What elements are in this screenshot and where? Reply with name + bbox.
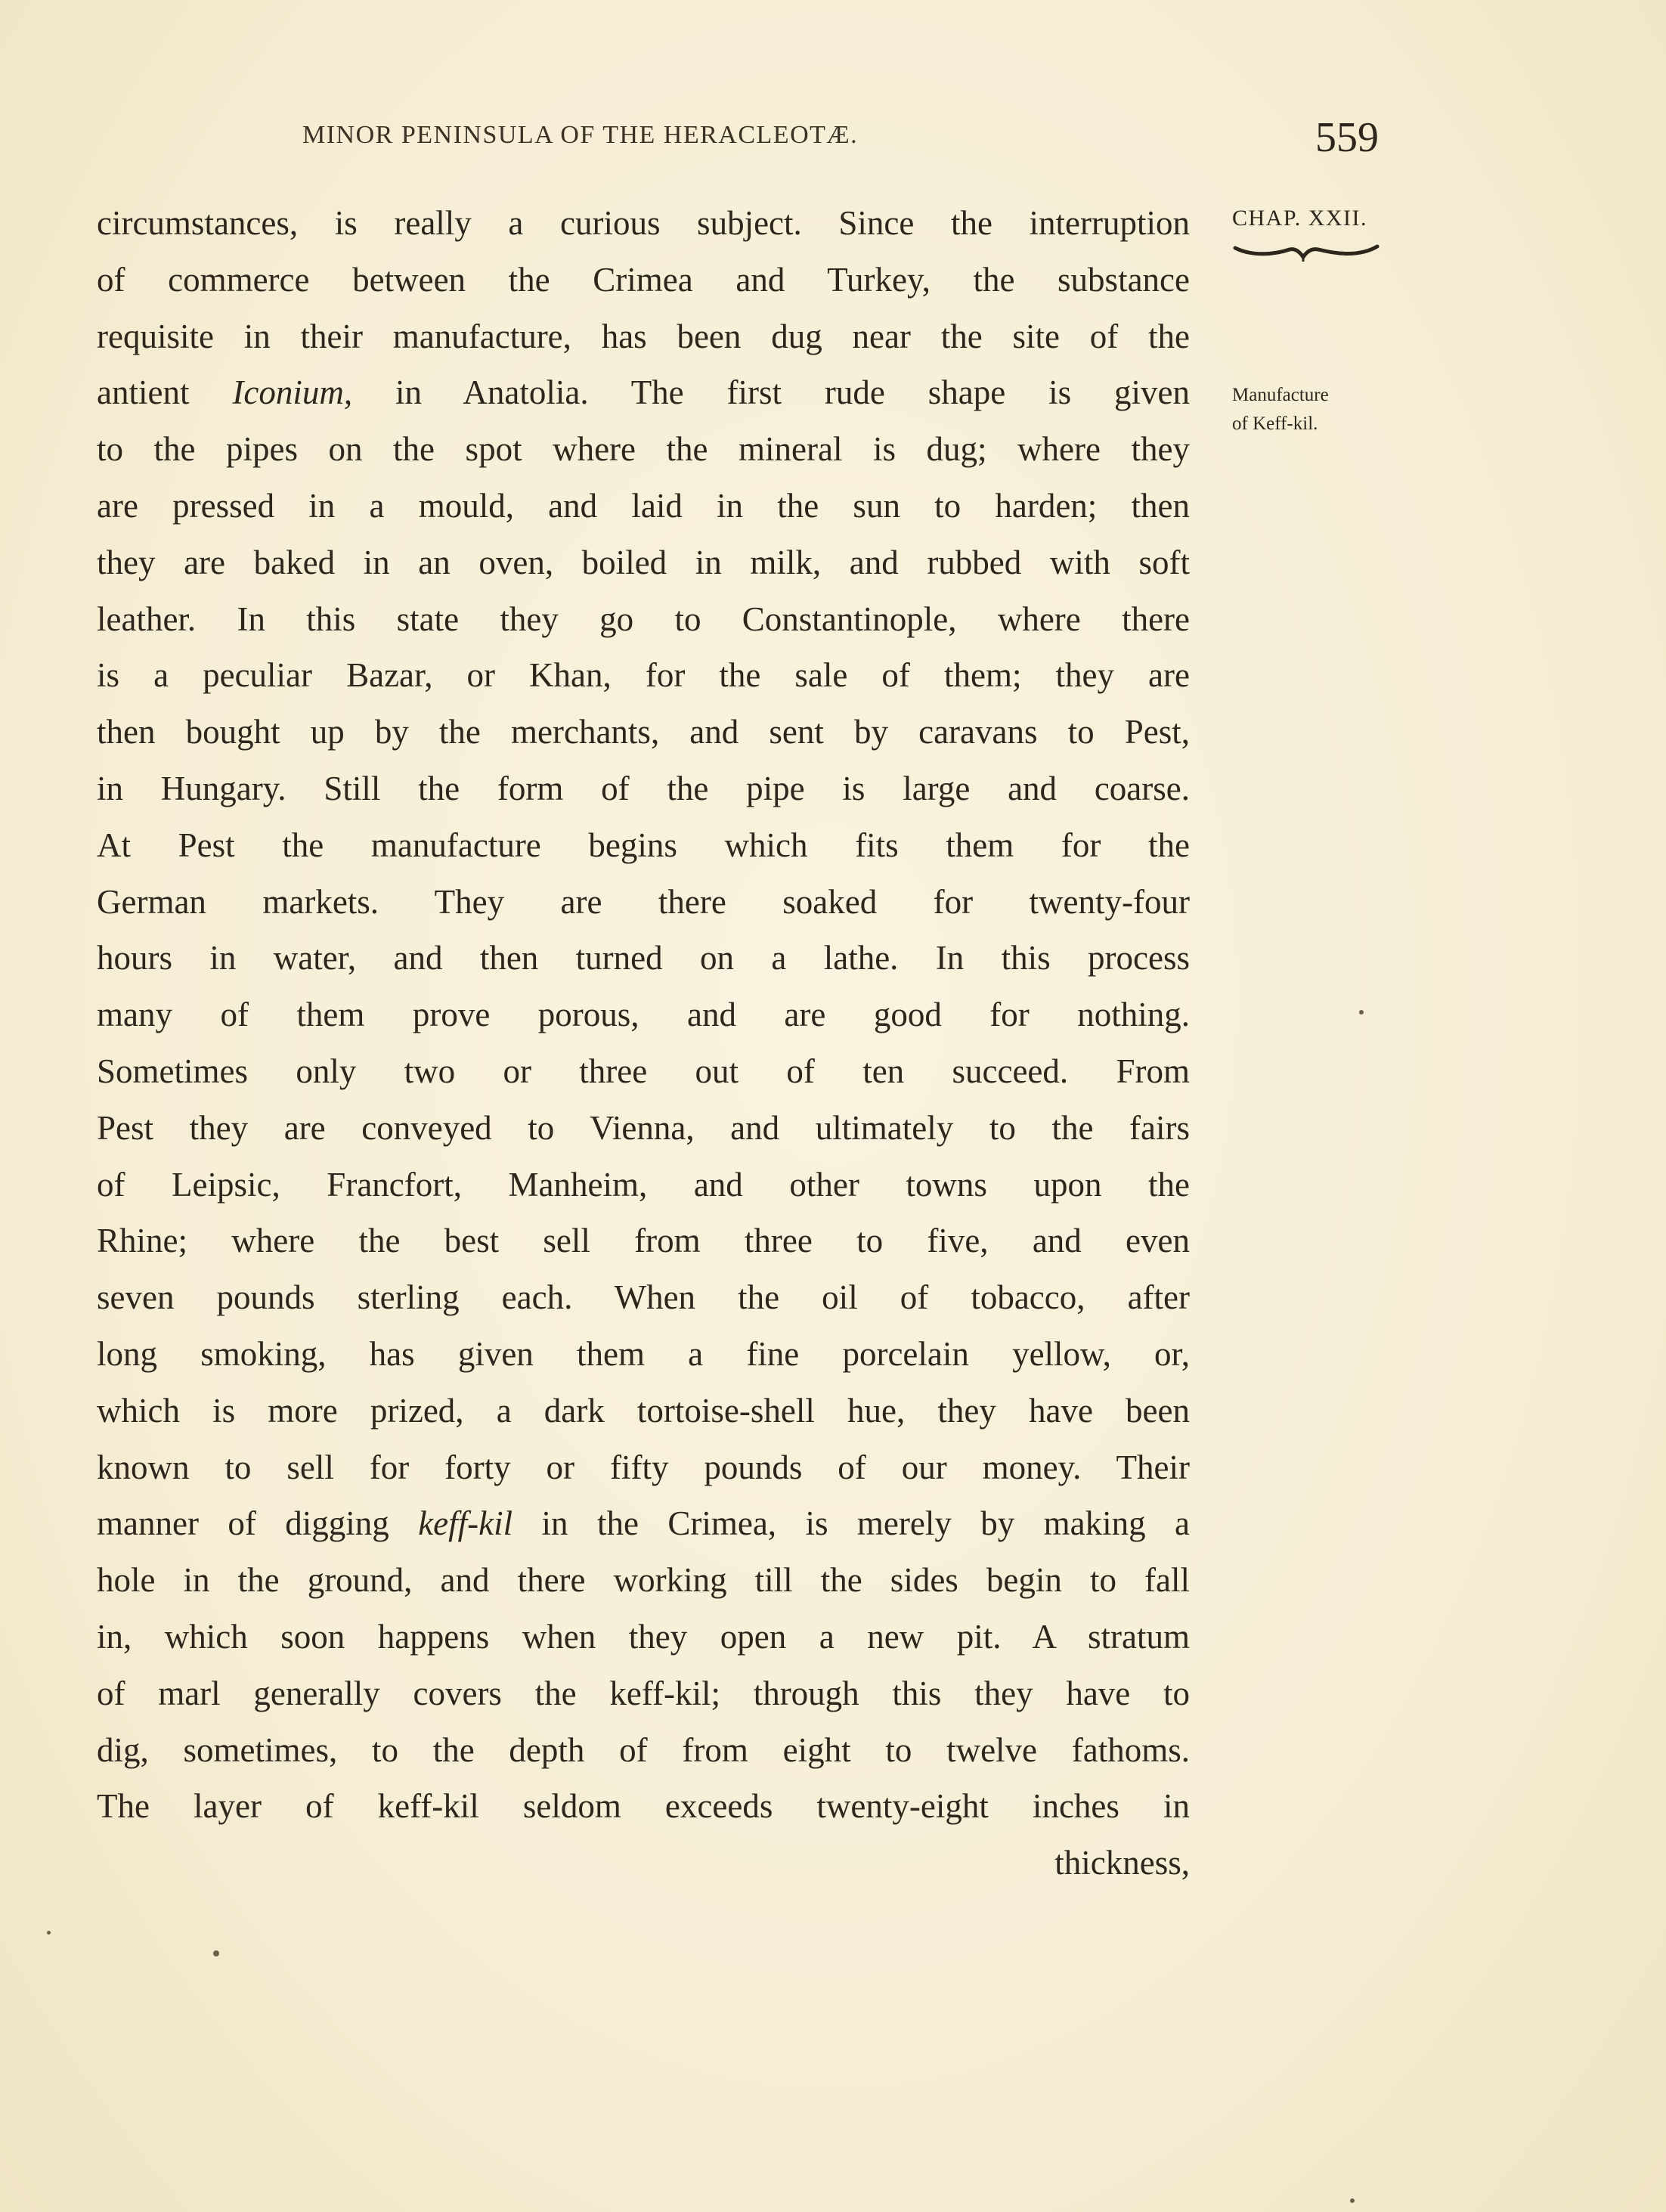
catchword: thickness,: [1054, 1844, 1190, 1882]
text-line: seven pounds sterling each. When the oil of tobacco, after: [97, 1278, 1190, 1317]
text-line: are pressed in a mould, and laid in the sun to harden; then: [97, 486, 1190, 525]
running-title: MINOR PENINSULA OF THE HERACLEOTÆ.: [302, 121, 859, 149]
paper-speck: [47, 1931, 51, 1935]
text-line: then bought up by the merchants, and sent by caravans to Pest,: [97, 713, 1190, 751]
italic-term: Iconium,: [232, 373, 353, 412]
text-line: hole in the ground, and there working till the sides begin to fall: [97, 1561, 1190, 1600]
sidenote: [1232, 381, 1329, 438]
text-line: hours in water, and then turned on a lathe. In this process: [97, 939, 1190, 977]
paper-speck: [1350, 2198, 1355, 2203]
text-line: they are baked in an oven, boiled in milk, and rubbed with soft: [97, 543, 1190, 581]
text-line: [97, 364, 1190, 421]
text-line: of marl generally covers the keff-kil; through this they have to: [97, 1674, 1190, 1712]
text-line: of commerce between the Crimea and Turkey, the substance: [97, 260, 1190, 299]
text-line: At Pest the manufacture begins which fits them for the: [97, 826, 1190, 864]
text-line: requisite in their manufacture, has been dug near the site of the: [97, 317, 1190, 355]
text-line: long smoking, has given them a fine porcelain yellow, or,: [97, 1334, 1190, 1373]
text-line: known to sell for forty or fifty pounds of our money. Their: [97, 1448, 1190, 1486]
text-line: is a peculiar Bazar, or Khan, for the sale of them; they are: [97, 656, 1190, 695]
text-line: [97, 1495, 1190, 1552]
text-line: many of them prove porous, and are good for nothing.: [97, 996, 1190, 1034]
text-line: circumstances, is really a curious subject. Since the interruption: [97, 204, 1190, 242]
text-line: Sometimes only two or three out of ten succeed. From: [97, 1052, 1190, 1090]
text-line: to the pipes on the spot where the mineral is dug; where they: [97, 430, 1190, 469]
text-segment: in the Crimea, is merely by making a: [541, 1504, 1191, 1543]
paper-speck: [1359, 1010, 1364, 1015]
text-line: leather. In this state they go to Constantinople, where there: [97, 599, 1190, 638]
text-line: Rhine; where the best sell from three to five, and even: [97, 1222, 1190, 1260]
text-segment: manner of digging: [97, 1504, 389, 1543]
text-line: in Hungary. Still the form of the pipe is large and coarse.: [97, 769, 1190, 807]
sidenote-line: Manufacture: [1232, 385, 1329, 405]
text-line: dig, sometimes, to the depth of from eight to twelve fathoms.: [97, 1730, 1190, 1769]
sidenote-line: of Keff-kil.: [1232, 414, 1318, 434]
text-line: German markets. They are there soaked for twenty-four: [97, 882, 1190, 921]
text-line: in, which soon happens when they open a new pit. A stratum: [97, 1617, 1190, 1656]
flourish-ornament-icon: [1231, 240, 1382, 263]
page-number: 559: [1315, 114, 1379, 161]
text-line: Pest they are conveyed to Vienna, and ultimately to the fairs: [97, 1108, 1190, 1147]
paper-speck: [213, 1950, 219, 1956]
text-segment: antient: [97, 373, 190, 412]
text-line: of Leipsic, Francfort, Manheim, and other towns upon the: [97, 1165, 1190, 1204]
chapter-label: CHAP. XXII.: [1232, 206, 1368, 231]
text-line: which is more prized, a dark tortoise-shell hue, they have been: [97, 1391, 1190, 1430]
text-segment: in Anatolia. The first rude shape is given: [395, 373, 1191, 412]
body-text: [97, 195, 1190, 1891]
italic-term: keff-kil: [418, 1504, 513, 1543]
text-line: The layer of keff-kil seldom exceeds twenty-eight inches in: [97, 1787, 1190, 1826]
